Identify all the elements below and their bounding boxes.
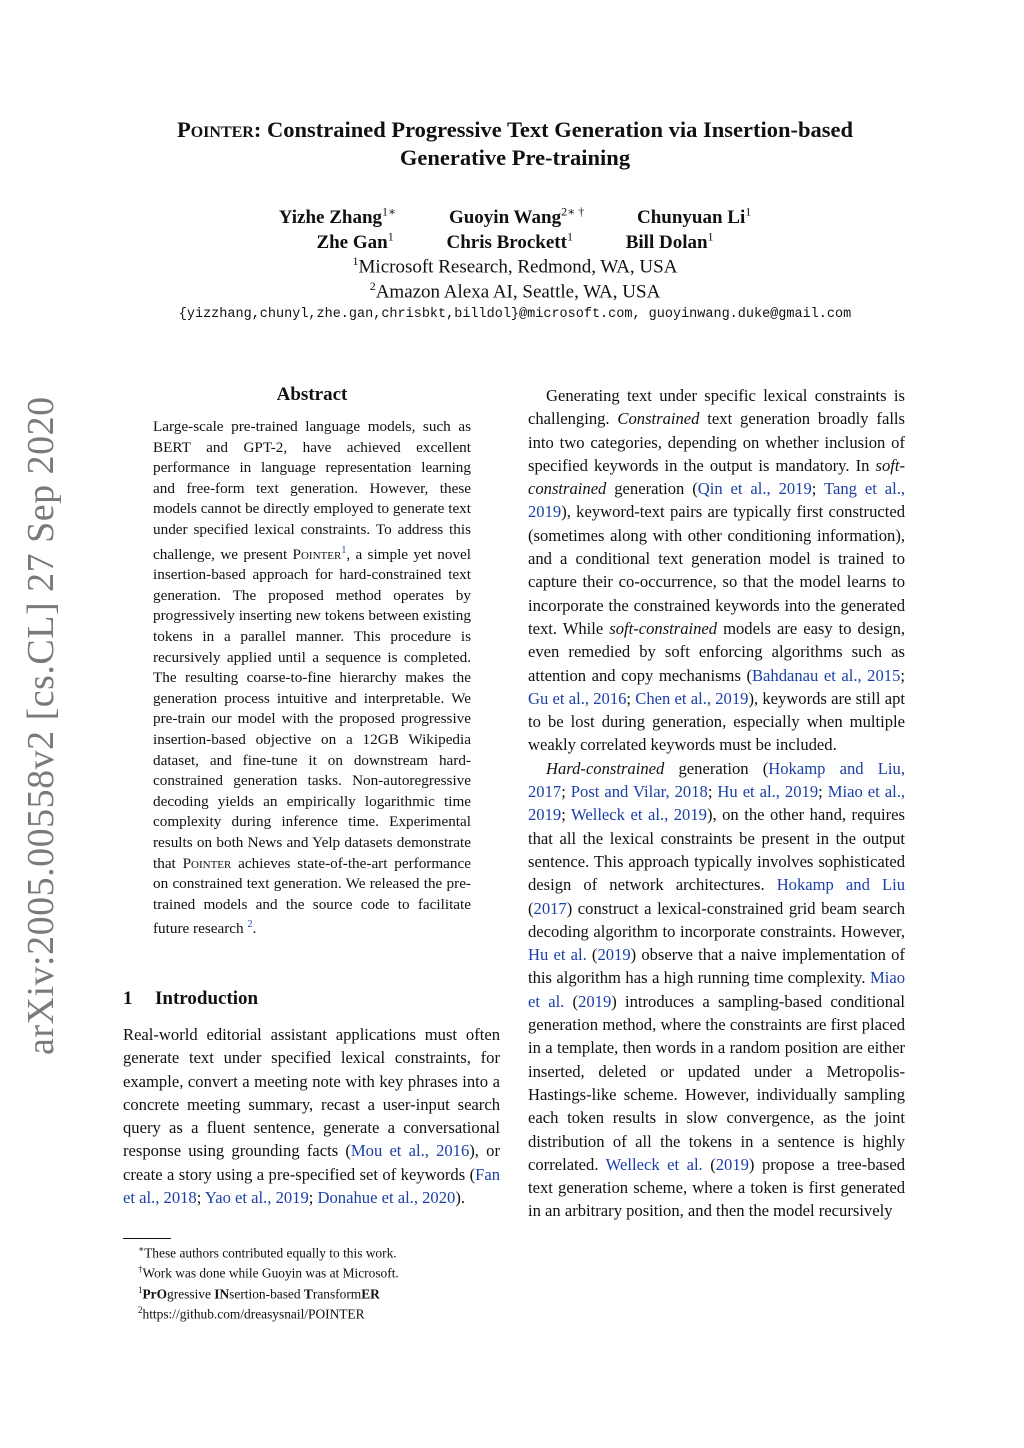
- citation-link[interactable]: Yao et al., 2019: [204, 1188, 309, 1208]
- footnote: ∗These authors contributed equally to this work.: [138, 1244, 397, 1261]
- footnote-ref[interactable]: 2: [247, 919, 253, 931]
- title-system-name: Pointer: [176, 117, 254, 142]
- citation-link[interactable]: Chen et al., 2019: [635, 688, 749, 708]
- footnote: $^1$PrOgressive INsertion-based TransformER: [138, 1284, 380, 1302]
- paragraph: Hard-constrained generation (Hokamp and Liu, 2017; Post and Vilar, 2018; Hu et al., 2019; Miao et al., 2019; Welleck et al., 2019), on the other hand, requires that all the lexical constraints be present in the output sentence. This approach typically involves sophisticated design of network architectures. Hokamp and Liu (2017) construct a lexical-constrained grid beam search decoding algorithm to incorporate constraints. However, Hu et al. (2019) observe that a naive implementation of this algorithm has a high running time complexity. Miao et al. (2019) introduces a sampling-based conditional generation method, where the constraints are first placed in a template, then words in a random position are either inserted, deleted or updated under a Metropolis-Hastings-like scheme. However, individually sampling each token results in slow convergence, as the joint distribution of all the tokens in a sentence is highly correlated. Welleck et al. (2019) propose a tree-based text generation scheme, where a token is first generated in an arbitrary position, and then the model recursively: [528, 758, 905, 1221]
- citation-link[interactable]: Mou et al., 2016: [350, 1141, 470, 1161]
- citation-link[interactable]: Miao et al., 2019: [528, 782, 905, 825]
- paper-title: [110, 116, 920, 172]
- author-row-2: [110, 230, 920, 254]
- abstract-text: Large-scale pre-trained language models, such as BERT and GPT-2, have achieved excellent performance in language representation learning and free-form text generation. However, these models cannot be directly employed to generate text under specified lexical constraints. To address this challenge, we present Pointer$^1$, a simple yet novel insertion-based approach for hard-constrained text generation. The proposed method operates by progressively inserting new tokens between existing tokens in a parallel manner. This procedure is recursively applied until a sequence is completed. The resulting coarse-to-fine hierarchy makes the generation process intuitive and interpretable. We pre-train our model with the proposed progressive insertion-based objective on a 12GB Wikipedia dataset, and fine-tune it on downstream hard-constrained generation tasks. Non-autoregressive decoding yields an empirically logarithmic time complexity during inference time. Experimental results on both News and Yelp datasets demonstrate that Pointer achieves state-of-the-art performance on constrained text generation. We released the pre-trained models and the source code to facilitate future research $^2$.: [153, 418, 471, 938]
- citation-link[interactable]: Gu et al., 2016: [528, 688, 627, 708]
- author: Chunyuan Li$^1$: [636, 205, 752, 229]
- citation-link[interactable]: Tang et al., 2019: [528, 479, 905, 522]
- citation-link[interactable]: Hokamp and Liu, 2017: [528, 758, 905, 802]
- citation-link[interactable]: Welleck et al., 2019: [571, 805, 707, 825]
- citation-link[interactable]: Miao et al.: [528, 968, 905, 1011]
- github-url[interactable]: https://github.com/dreasysnail/POINTER: [142, 1306, 365, 1322]
- author: Zhe Gan$^1$: [316, 230, 394, 254]
- citation-link[interactable]: Hokamp and Liu: [776, 875, 905, 895]
- footnote-ref[interactable]: 1: [341, 544, 347, 556]
- citation-link[interactable]: Post and Vilar, 2018: [570, 782, 708, 802]
- paragraph: Generating text under specific lexical constraints is challenging. Constrained text generation broadly falls into two categories, depending on whether inclusion of specified keywords in the output is mandatory. In soft-constrained generation (Qin et al., 2019; Tang et al., 2019), keyword-text pairs are typically first constructed (sometimes along with other conditioning information), and a conditional text generation model is trained to capture their co-occurrence, so that the model learns to incorporate the constrained keywords into the generated text. While soft-constrained models are easy to design, even remedied by soft enforcing algorithms such as attention and copy mechanisms (Bahdanau et al., 2015; Gu et al., 2016; Chen et al., 2019), keywords are still apt to be lost during generation, especially when multiple weakly correlated keywords must be included.: [528, 386, 906, 755]
- author: Guoyin Wang$^{2∗ \dagger}$: [448, 205, 585, 229]
- citation-link[interactable]: Bahdanau et al., 2015: [751, 665, 901, 685]
- section-heading-introduction: 1 Introduction: [123, 988, 259, 1009]
- affiliation-2: $^2$Amazon Alexa AI, Seattle, WA, USA: [369, 279, 661, 303]
- citation-link[interactable]: 2017: [533, 898, 567, 918]
- citation-link[interactable]: 2019: [578, 991, 612, 1011]
- author: Chris Brockett$^1$: [446, 230, 573, 254]
- title-line2: Generative Pre-training: [399, 145, 631, 170]
- affiliation-1: $^1$Microsoft Research, Redmond, WA, USA: [352, 254, 678, 278]
- abstract-heading: Abstract: [276, 384, 348, 405]
- author: Bill Dolan$^1$: [625, 230, 714, 254]
- citation-link[interactable]: 2019: [597, 945, 631, 965]
- arxiv-identifier: arXiv:2005.00558v2 [cs.CL] 27 Sep 2020: [20, 396, 62, 1055]
- author: Yizhe Zhang$^{1∗}$: [278, 205, 397, 229]
- right-column-text: [528, 384, 905, 1223]
- footnote: $^2$https://github.com/dreasysnail/POINTER: [138, 1305, 365, 1322]
- title-line1-rest: : Constrained Progressive Text Generation via Insertion-based: [253, 117, 854, 142]
- citation-link[interactable]: Fan et al., 2018: [123, 1164, 500, 1208]
- footnote: †Work was done while Guoyin was at Microsoft.: [138, 1264, 399, 1281]
- citation-link[interactable]: Hu et al.: [528, 945, 587, 965]
- citation-link[interactable]: 2019: [715, 1154, 749, 1174]
- author-row-1: [110, 205, 920, 229]
- footnotes: [138, 1241, 508, 1323]
- footnote-divider: [123, 1238, 171, 1239]
- introduction-text: Real-world editorial assistant applications must often generate text under specified lexical constraints, for example, convert a meeting note with key phrases into a concrete meeting summary, recast a user-input search query as a fluent sentence, generate a conversational response using grounding facts (Mou et al., 2016), or create a story using a pre-specified set of keywords (Fan et al., 2018; Yao et al., 2019; Donahue et al., 2020).: [123, 1025, 500, 1208]
- citation-link[interactable]: Hu et al., 2019: [717, 782, 819, 802]
- citation-link[interactable]: Donahue et al., 2020: [317, 1188, 456, 1208]
- citation-link[interactable]: Welleck et al.: [605, 1154, 703, 1174]
- citation-link[interactable]: Qin et al., 2019: [697, 479, 812, 499]
- author-emails: {yizzhang,chunyl,zhe.gan,chrisbkt,billdol}@microsoft.com, guoyinwang.duke@gmail.com: [178, 307, 852, 322]
